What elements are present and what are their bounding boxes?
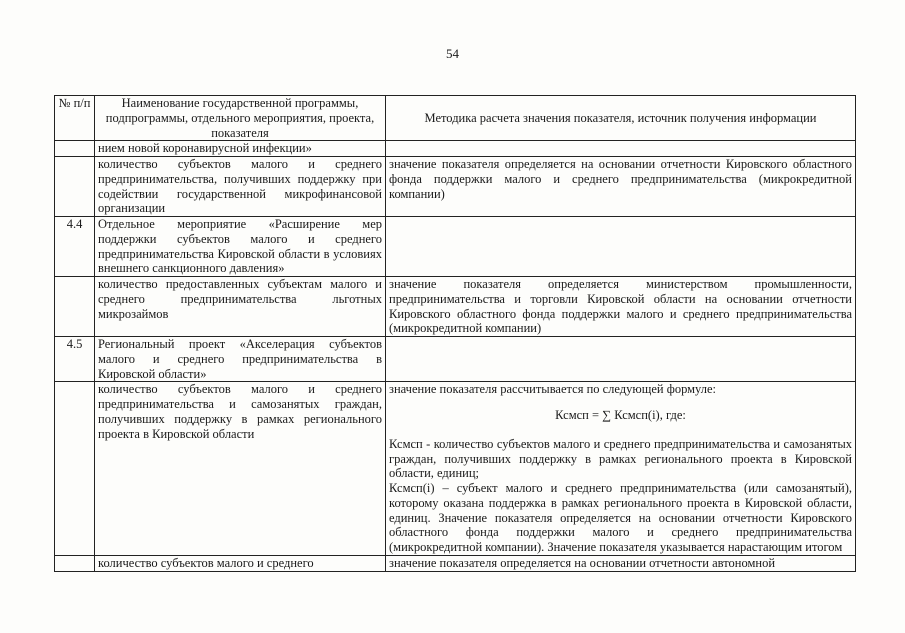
row-method	[386, 337, 856, 382]
row-name: количество субъектов малого и среднего предпринимательства и самозанятых граждан, получивших поддержку в рамках регионального проекта в Кировской области	[95, 382, 386, 556]
table-row	[55, 277, 856, 337]
table-row	[55, 337, 856, 382]
row-method	[386, 217, 856, 277]
row-name: количество субъектов малого и среднего	[95, 555, 386, 571]
row-method: значение показателя определяется министерством промышленности, предпринимательства и торговли Кировской области на основании отчетности Кировского областного фонда поддержки малого и среднего предпринимательства (микрокредитной компании)	[386, 277, 856, 337]
row-number: 4.4	[55, 217, 95, 277]
row-number	[55, 382, 95, 556]
row-name: нием новой коронавирусной инфекции»	[95, 141, 386, 157]
formula: Ксмсп = ∑ Ксмсп(i), где:	[555, 408, 686, 422]
row-number	[55, 277, 95, 337]
table-row	[55, 157, 856, 217]
row-name: Региональный проект «Акселерация субъектов малого и среднего предпринимательства в Кировской области»	[95, 337, 386, 382]
table-row	[55, 217, 856, 277]
row-number	[55, 141, 95, 157]
row-name: количество предоставленных субъектам малого и среднего предпринимательства льготных микрозаймов	[95, 277, 386, 337]
row-number: 4.5	[55, 337, 95, 382]
row-name: Отдельное мероприятие «Расширение мер поддержки субъектов малого и среднего предпринимательства Кировской области в условиях внешнего санкционного давления»	[95, 217, 386, 277]
row-name: количество субъектов малого и среднего предпринимательства, получивших поддержку при содействии государственной микрофинансовой организации	[95, 157, 386, 217]
row-number	[55, 157, 95, 217]
formula-definition-item: Ксмсп(i) – субъект малого и среднего предпринимательства (или самозанятый), которому оказана поддержка в рамках регионального проекта в Кировской области, единиц. Значение показателя определяется на основании отчетности Кировского областного фонда поддержки малого и среднего предпринимательства (микрокредитной компании). Значение показателя указывается нарастающим итогом	[389, 481, 852, 554]
indicator-methodology-table	[54, 95, 856, 572]
table-row	[55, 555, 856, 571]
table-row	[55, 141, 856, 157]
row-number	[55, 555, 95, 571]
header-number: № п/п	[55, 96, 95, 141]
row-method	[386, 382, 856, 556]
formula-definition-total: Ксмсп - количество субъектов малого и среднего предпринимательства и самозанятых граждан, получивших поддержку в рамках регионального проекта в Кировской области, единиц;	[389, 436, 852, 481]
header-name: Наименование государственной программы, подпрограммы, отдельного мероприятия, проекта, показателя	[95, 96, 386, 141]
table-row	[55, 382, 856, 556]
page-number: 54	[446, 46, 459, 61]
row-method: значение показателя определяется на основании отчетности автономной	[386, 555, 856, 571]
method-intro: значение показателя рассчитывается по следующей формуле:	[389, 382, 717, 397]
row-method	[386, 141, 856, 157]
header-method: Методика расчета значения показателя, источник получения информации	[386, 96, 856, 141]
table-header-row	[55, 96, 856, 141]
row-method: значение показателя определяется на основании отчетности Кировского областного фонда поддержки малого и среднего предпринимательства (микрокредитной компании)	[386, 157, 856, 217]
